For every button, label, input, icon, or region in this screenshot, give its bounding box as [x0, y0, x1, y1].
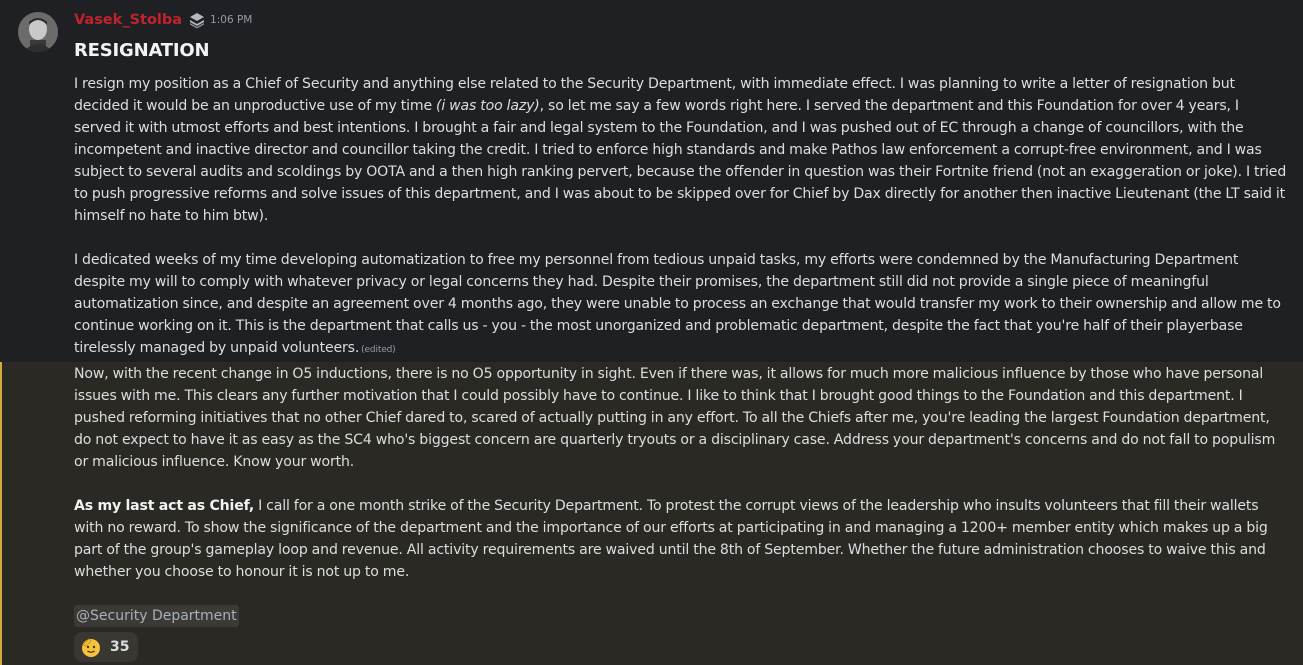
paragraph-1: [74, 73, 1289, 227]
avatar[interactable]: [18, 12, 58, 52]
paragraph-2: [74, 249, 1289, 361]
edited-label: (edited): [361, 345, 396, 355]
message-header: [74, 9, 252, 31]
paragraph-1-text-a: I resign my position as a Chief of Security and anything else related to the Security Department, with immediate effect. I was planning to write a letter of resignation but decided it would be an unproductive use of my time: [74, 76, 1235, 114]
role-badge-icon: [188, 11, 206, 29]
paragraph-4-bold: As my last act as Chief,: [74, 498, 255, 514]
reaction-button[interactable]: [74, 632, 138, 662]
username[interactable]: Vasek_Stolba: [74, 12, 183, 28]
paragraph-1-italic: (i was too lazy): [436, 98, 540, 114]
paragraph-2-text: I dedicated weeks of my time developing automatization to free my personnel from tedious unpaid tasks, my efforts were condemned by the Manufacturing Department despite my will to comply with whatever privacy or legal concerns they had. Despite their promises, the department still did not provide a single piece of meaningful automatization since, and despite an agreement over 4 months ago, they were unable to process an exchange that would transfer my work to their ownership and allow me to continue working on it. This is the department that calls us - you - the most unorganized and problematic department, despite the fact that you're half of their playerbase tirelessly managed by unpaid volunteers.: [74, 252, 1281, 356]
paragraph-3: [74, 363, 1289, 473]
timestamp: 1:06 PM: [210, 14, 253, 26]
avatar-image: [18, 12, 58, 52]
paragraph-4-text: I call for a one month strike of the Security Department. To protest the corrupt views of the leadership who insults volunteers that fill their wallets with no reward. To show the significance of the department and the importance of our efforts at participating in and managing a 1200+ member entity which makes up a big part of the group's gameplay loop and revenue. All activity requirements are waived until the 8th of September. Whether the future administration chooses to waive this and whether you choose to honour it is not up to me.: [74, 498, 1268, 580]
role-mention[interactable]: @Security Department: [74, 605, 239, 627]
reaction-count: 35: [110, 639, 130, 655]
message-title: RESIGNATION: [74, 40, 210, 61]
paragraph-3-text: Now, with the recent change in O5 inductions, there is no O5 opportunity in sight. Even if there was, it allows for much more malicious influence by those who have personal issues with me. This clears any further motivation that I could possibly have to continue. I like to think that I brought good things to the Foundation and this department. I pushed reforming initiatives that no other Chief dared to, scared of actually putting in any effort. To all the Chiefs after me, you're leading the largest Foundation department, do not expect to have it as easy as the SC4 who's biggest concern are quarterly tryouts or a disciplinary case. Address your department's concerns and do not fall to populism or malicious influence. Know your worth.: [74, 366, 1276, 470]
paragraph-1-text-b: , so let me say a few words right here. I served the department and this Foundation for over 4 years, I served it with utmost efforts and best intentions. I brought a fair and legal system to the Foundation, and I was pushed out of EC through a change of councillors, with the incompetent and inactive director and councillor taking the credit. I tried to enforce high standards and make Pathos law enforcement a corrupt-free environment, and I was subject to several audits and scoldings by OOTA and a then high ranking pervert, because the offender in question was their Fortnite friend (not an exaggeration or joke). I tried to push progressive reforms and solve issues of this department, and I was about to be skipped over for Chief by Dax directly for another then inactive Lieutenant (the LT said it himself no hate to him btw).: [74, 98, 1287, 224]
paragraph-4: [74, 495, 1289, 583]
saluting-face-icon: [80, 636, 102, 658]
